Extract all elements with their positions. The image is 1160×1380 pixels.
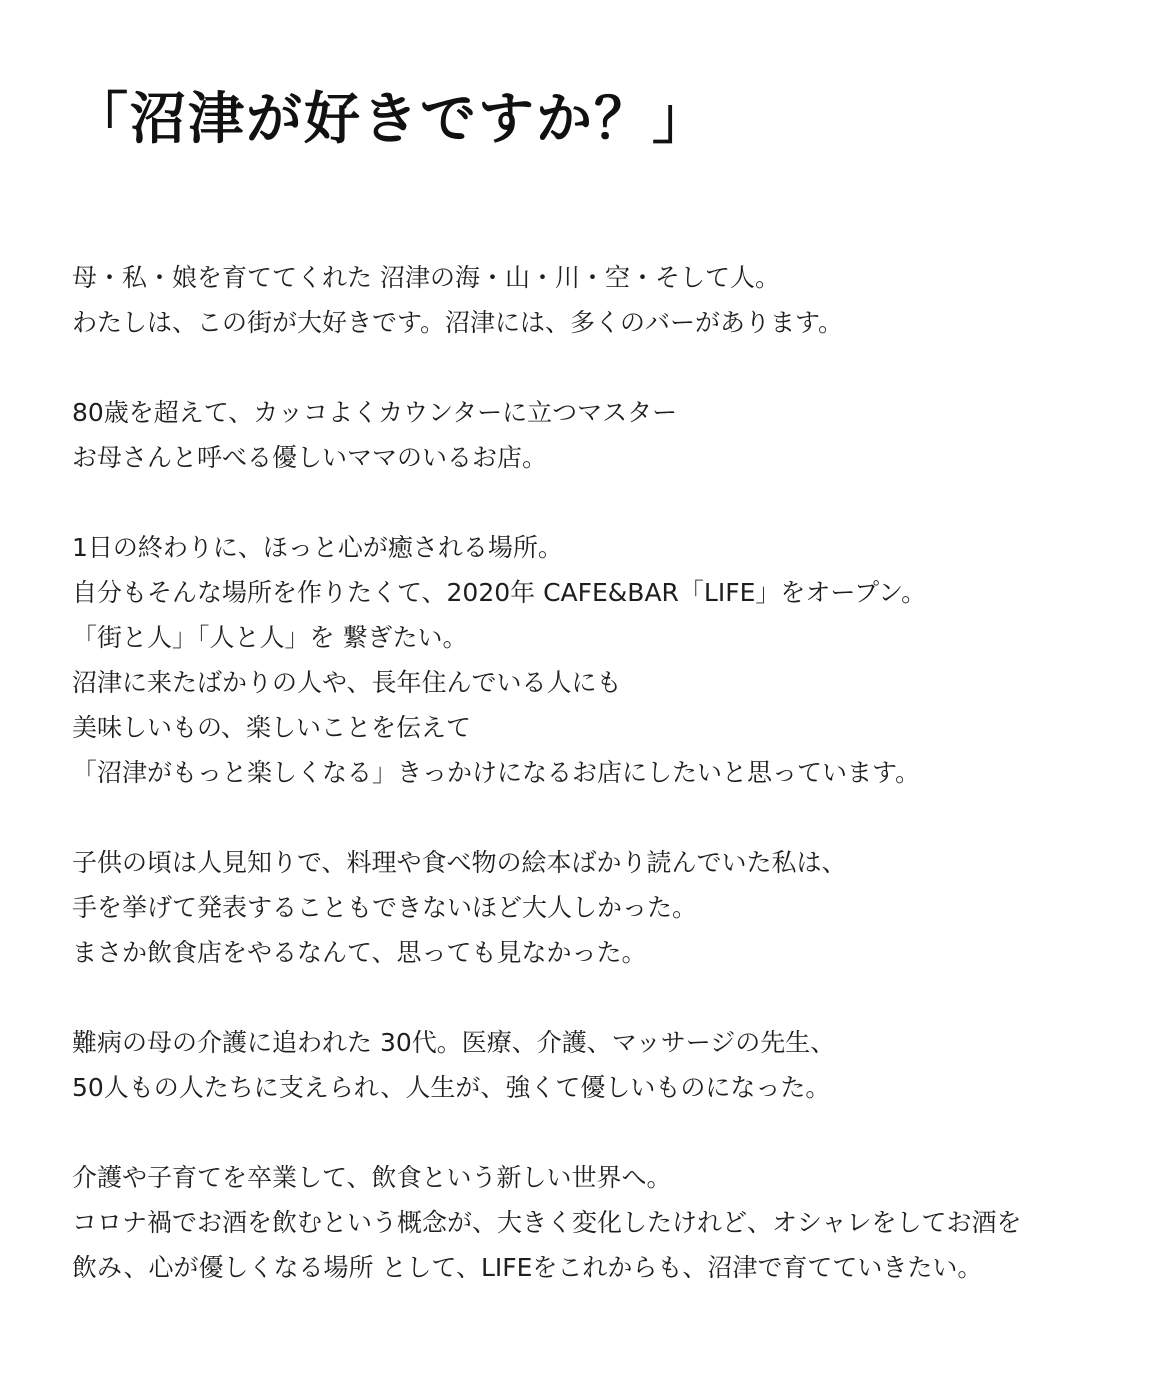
paragraph-6: [72, 1155, 1088, 1290]
text-line: 難病の母の介護に追われた 30代。医療、介護、マッサージの先生、: [72, 1028, 836, 1058]
text-line: 「街と人」「人と人」を 繋ぎたい。: [72, 623, 468, 653]
text-line: 50人もの人たちに支えられ、人生が、強くて優しいものになった。: [72, 1073, 831, 1103]
paragraph-3: [72, 525, 1088, 795]
text-line: 「沼津がもっと楽しくなる」きっかけになるお店にしたいと思っています。: [72, 758, 921, 788]
page-title: 「沼津が好きですか？」: [72, 87, 710, 152]
paragraph-5: [72, 1020, 1088, 1110]
text-line: わたしは、この街が大好きです。沼津には、多くのバーがあります。: [72, 308, 844, 338]
paragraph-2: [72, 390, 1088, 480]
text-line: 美味しいもの、楽しいことを伝えて: [72, 713, 472, 743]
text-line: 手を挙げて発表することもできないほど大人しかった。: [72, 893, 698, 923]
text-line: お母さんと呼べる優しいママのいるお店。: [72, 443, 548, 473]
text-line: 子供の頃は人見知りで、料理や食べ物の絵本ばかり読んでいた私は、: [72, 848, 847, 878]
paragraph-1: [72, 255, 1088, 345]
text-line: 1日の終わりに、ほっと心が癒される場所。: [72, 533, 563, 563]
text-line: まさか飲食店をやるなんて、思っても見なかった。: [72, 938, 647, 968]
text-line: 自分もそんな場所を作りたくて、2020年 CAFE&BAR「LIFE」をオープン。: [72, 578, 927, 608]
article-body: [72, 255, 1088, 1290]
paragraph-4: [72, 840, 1088, 975]
text-line: 沼津に来たばかりの人や、長年住んでいる人にも: [72, 668, 622, 698]
text-line: 母・私・娘を育ててくれた 沼津の海・山・川・空・そして人。: [72, 263, 780, 293]
text-line: 80歳を超えて、カッコよくカウンターに立つマスター: [72, 398, 678, 428]
text-line: 飲み、心が優しくなる場所 として、LIFEをこれからも、沼津で育てていきたい。: [72, 1253, 983, 1283]
text-line: コロナ禍でお酒を飲むという概念が、大きく変化したけれど、オシャレをしてお酒を: [72, 1208, 1022, 1238]
text-line: 介護や子育てを卒業して、飲食という新しい世界へ。: [72, 1163, 672, 1193]
